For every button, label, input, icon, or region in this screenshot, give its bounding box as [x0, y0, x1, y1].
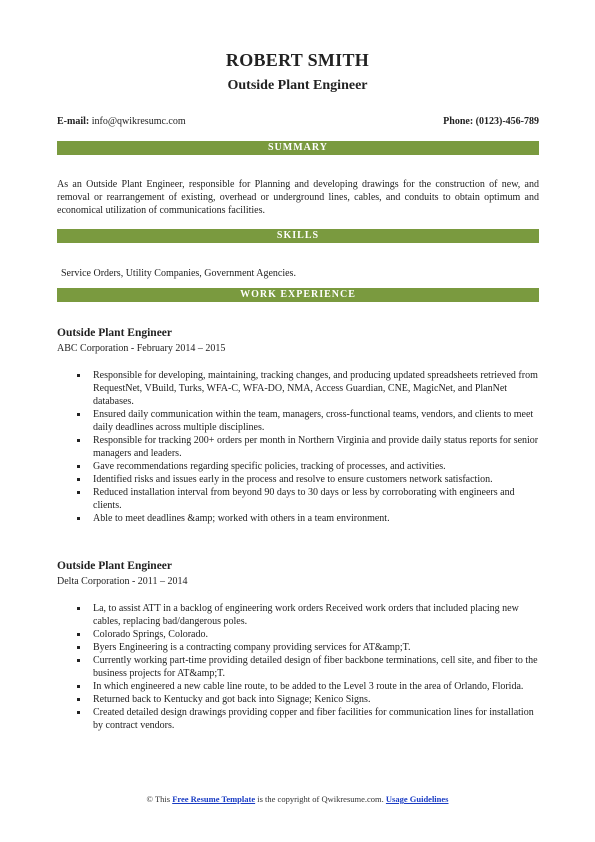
bullet-icon — [77, 698, 80, 701]
work-experience-heading: WORK EXPERIENCE — [57, 288, 539, 302]
bullet-icon — [77, 607, 80, 610]
job-title: Outside Plant Engineer — [57, 327, 173, 339]
bullet-icon — [77, 685, 80, 688]
summary-text: As an Outside Plant Engineer, responsible for Planning and developing drawings for the construction of new, and removal or rearrangement of existing, overhead or underground lines, cables, and conduits to obtain optimum and economical utilization of communications facilities. — [57, 179, 539, 216]
bullet-text: Returned back to Kentucky and got back into Signage; Kenico Signs. — [93, 694, 371, 705]
candidate-name: ROBERT SMITH — [225, 50, 370, 70]
contact-row — [57, 116, 539, 127]
job-company-dates: ABC Corporation - February 2014 – 2015 — [57, 343, 226, 354]
list-item — [93, 486, 539, 512]
bullet-text: Able to meet deadlines &amp; worked with others in a team environment. — [93, 513, 390, 524]
bullet-text: Currently working part-time providing detailed design of fiber backbone terminations, cell site, and fiber to the business projects for AT&amp;T. — [93, 655, 538, 679]
bullet-text: Responsible for developing, maintaining, tracking changes, and producing updated spreadsheets retrieved from RequestNet, VBuild, Turks, WFA-C, WFA-DO, NMA, Access Guardian, CNE, MagicNet, and PlanNet databases. — [93, 370, 538, 407]
list-item — [93, 434, 539, 460]
candidate-role: Outside Plant Engineer — [227, 78, 368, 93]
summary-heading: SUMMARY — [57, 141, 539, 155]
bullet-text: Gave recommendations regarding specific policies, tracking of processes, and activities. — [93, 461, 446, 472]
list-item — [93, 654, 539, 680]
list-item — [93, 602, 539, 628]
job-bullets — [57, 602, 539, 732]
list-item — [93, 408, 539, 434]
skills-text: Service Orders, Utility Companies, Government Agencies. — [61, 268, 296, 279]
bullet-icon — [77, 439, 80, 442]
bullet-text: Responsible for tracking 200+ orders per month in Northern Virginia and provide daily status reports for senior managers and leaders. — [93, 435, 539, 459]
list-item — [93, 680, 539, 693]
footer-prefix: © This — [146, 794, 171, 804]
email-label: E-mail: — [57, 116, 90, 127]
list-item — [93, 641, 539, 654]
bullet-text: Reduced installation interval from beyond 90 days to 30 days or less by corroborating with engineers and clients. — [93, 487, 515, 511]
usage-guidelines-link[interactable]: Usage Guidelines — [385, 794, 449, 804]
footer-middle: is the copyright of Qwikresume.com. — [257, 794, 384, 804]
list-item — [93, 473, 539, 486]
bullet-icon — [77, 465, 80, 468]
list-item — [93, 628, 539, 641]
bullet-icon — [77, 517, 80, 520]
bullet-icon — [77, 659, 80, 662]
bullet-icon — [77, 374, 80, 377]
list-item — [93, 512, 539, 525]
footer-copyright — [0, 794, 595, 804]
bullet-text: La, to assist ATT in a backlog of engineering work orders Received work orders that included placing new cables, replacing bad/dangerous poles. — [93, 603, 519, 627]
bullet-text: Byers Engineering is a contracting company providing services for AT&amp;T. — [93, 642, 411, 653]
list-item — [93, 369, 539, 408]
bullet-text: Colorado Springs, Colorado. — [93, 629, 208, 640]
bullet-icon — [77, 633, 80, 636]
bullet-text: Created detailed design drawings providing copper and fiber facilities for communication lines for installation by contract vendors. — [93, 707, 534, 731]
email-value[interactable]: info@qwikresumc.com — [91, 116, 186, 127]
phone-label: Phone: — [443, 116, 474, 127]
bullet-text: Ensured daily communication within the team, managers, cross-functional teams, vendors, and clients to meet daily deadlines across multiple disciplines. — [93, 409, 534, 433]
list-item — [93, 693, 539, 706]
phone-value: (0123)-456-789 — [475, 116, 539, 127]
job-bullets — [57, 369, 539, 525]
phone-block — [443, 116, 539, 127]
bullet-text: Identified risks and issues early in the process and resolve to ensure customers network satisfaction. — [93, 474, 493, 485]
job-title: Outside Plant Engineer — [57, 560, 173, 572]
bullet-text: In which engineered a new cable line route, to be added to the Level 3 route in the area of Orlando, Florida. — [93, 681, 524, 692]
bullet-icon — [77, 711, 80, 714]
email-block — [57, 116, 186, 127]
list-item — [93, 460, 539, 473]
list-item — [93, 706, 539, 732]
free-resume-template-link[interactable]: Free Resume Template — [172, 794, 256, 804]
job-company-dates: Delta Corporation - 2011 – 2014 — [57, 576, 188, 587]
bullet-icon — [77, 478, 80, 481]
skills-heading: SKILLS — [57, 229, 539, 243]
bullet-icon — [77, 646, 80, 649]
bullet-icon — [77, 491, 80, 494]
bullet-icon — [77, 413, 80, 416]
